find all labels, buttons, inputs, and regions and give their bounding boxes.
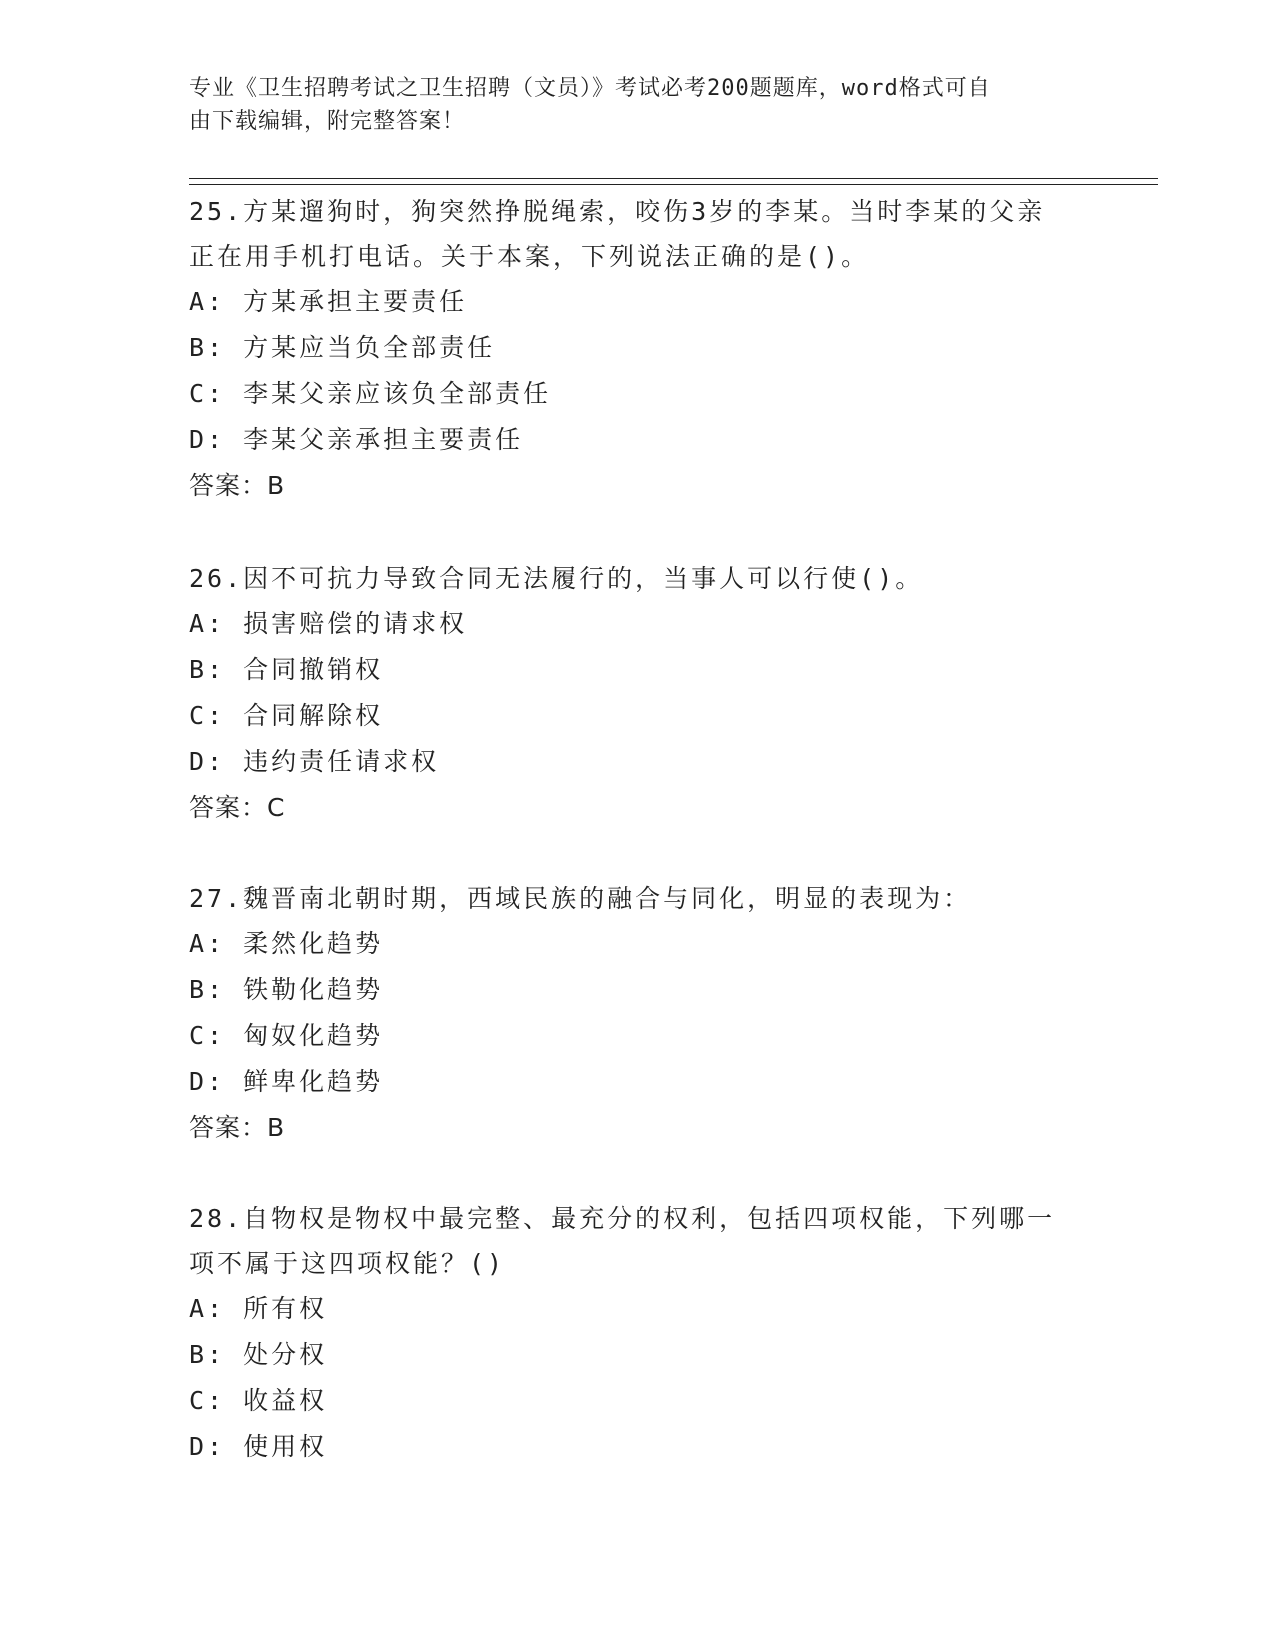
question-25	[189, 189, 1089, 509]
option-a: A: 方某承担主要责任	[189, 287, 468, 316]
option-d: D: 使用权	[189, 1432, 328, 1461]
option-a: A: 损害赔偿的请求权	[189, 609, 468, 638]
question-28	[189, 1196, 1089, 1470]
option-c: C: 合同解除权	[189, 701, 384, 730]
answer-line: 答案：B	[189, 1113, 286, 1142]
question-stem: 正在用手机打电话。关于本案，下列说法正确的是()。	[189, 242, 870, 271]
option-d: D: 鲜卑化趋势	[189, 1067, 384, 1096]
option-b: B: 方某应当负全部责任	[189, 333, 496, 362]
question-stem: 28.自物权是物权中最完整、最充分的权利，包括四项权能，下列哪一	[189, 1204, 1056, 1233]
header-line-1: 专业《卫生招聘考试之卫生招聘（文员）》考试必考200题题库，word格式可自	[189, 76, 991, 101]
option-d: D: 违约责任请求权	[189, 747, 440, 776]
option-c: C: 李某父亲应该负全部责任	[189, 379, 552, 408]
option-b: B: 处分权	[189, 1340, 328, 1369]
header-divider-top	[189, 178, 1158, 179]
option-c: C: 收益权	[189, 1386, 328, 1415]
question-stem: 25.方某遛狗时，狗突然挣脱绳索，咬伤3岁的李某。当时李某的父亲	[189, 197, 1046, 226]
header-line-2: 由下载编辑，附完整答案！	[189, 109, 466, 134]
option-c: C: 匈奴化趋势	[189, 1021, 384, 1050]
document-header	[189, 72, 1069, 138]
question-27	[189, 876, 1089, 1151]
question-stem: 26.因不可抗力导致合同无法履行的，当事人可以行使()。	[189, 564, 924, 593]
option-b: B: 合同撤销权	[189, 655, 384, 684]
option-b: B: 铁勒化趋势	[189, 975, 384, 1004]
header-divider-bottom	[189, 184, 1158, 185]
question-26	[189, 556, 1089, 831]
question-stem: 项不属于这四项权能？()	[189, 1249, 506, 1278]
question-stem: 27.魏晋南北朝时期，西域民族的融合与同化，明显的表现为：	[189, 884, 972, 913]
option-a: A: 柔然化趋势	[189, 929, 384, 958]
option-d: D: 李某父亲承担主要责任	[189, 425, 524, 454]
option-a: A: 所有权	[189, 1294, 328, 1323]
answer-line: 答案：B	[189, 471, 286, 500]
answer-line: 答案：C	[189, 793, 286, 822]
